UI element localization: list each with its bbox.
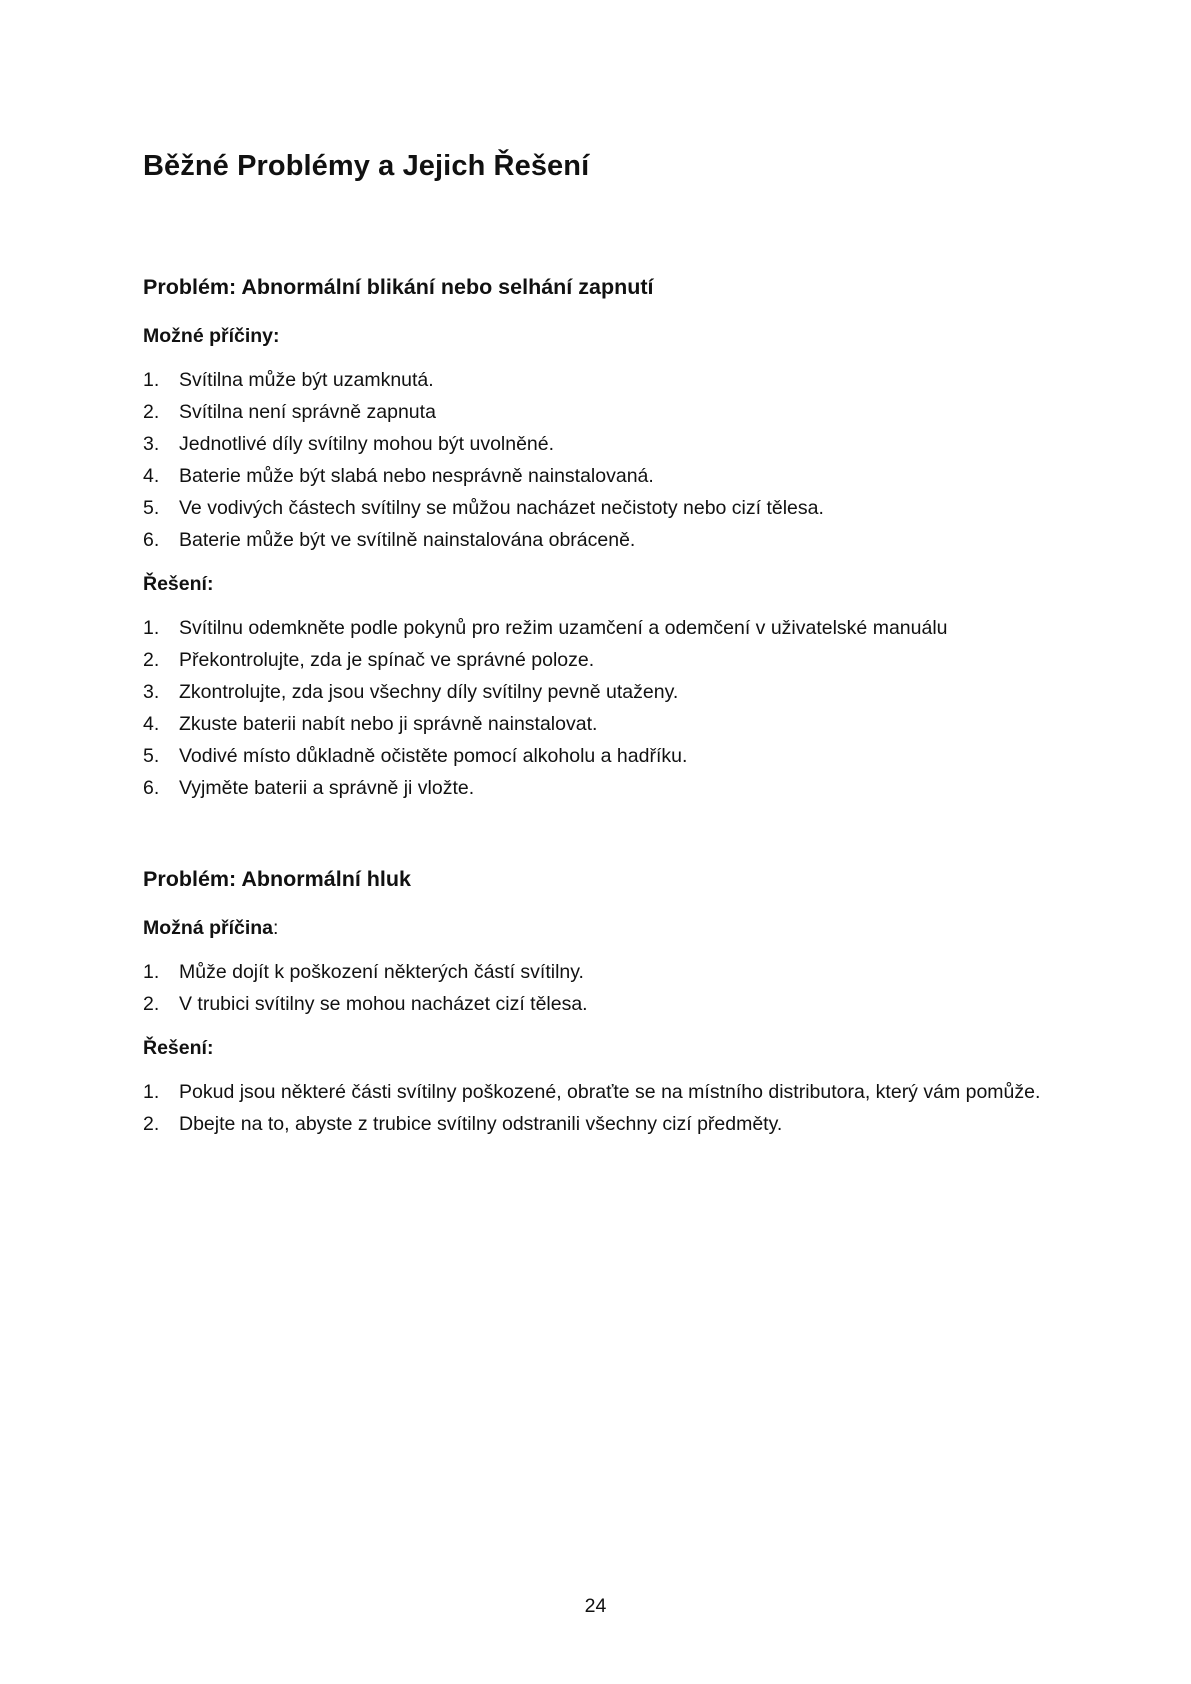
causes-heading-text: Možné příčiny: (143, 325, 280, 347)
list-item (143, 740, 1073, 772)
solutions-heading: Řešení: (143, 573, 214, 595)
list-item (143, 772, 1073, 804)
list-item-number: 2. (143, 993, 160, 1015)
list-item-text: Překontrolujte, zda je spínač ve správné poloze. (179, 649, 595, 671)
list-item-number: 4. (143, 713, 160, 735)
causes-heading-colon: : (273, 917, 279, 939)
list-item-text: Zkuste baterii nabít nebo ji správně nainstalovat. (179, 713, 598, 735)
causes-list (143, 956, 1073, 1020)
list-item (143, 396, 1073, 428)
list-item-text: Svítilna může být uzamknutá. (179, 369, 434, 391)
problem-section-flicker (143, 272, 1073, 804)
page-title: Běžné Problémy a Jejich Řešení (143, 150, 590, 182)
list-item-number: 6. (143, 529, 160, 551)
list-item (143, 956, 1073, 988)
list-item-number: 2. (143, 1113, 160, 1135)
list-item (143, 988, 1073, 1020)
problem-heading: Problém: Abnormální hluk (143, 867, 411, 891)
list-item-number: 4. (143, 465, 160, 487)
list-item-text: Baterie může být ve svítilně nainstalována obráceně. (179, 529, 636, 551)
list-item (143, 492, 1073, 524)
list-item-number: 1. (143, 369, 160, 391)
solutions-list (143, 612, 1073, 804)
list-item-text: Svítilna není správně zapnuta (179, 401, 436, 423)
list-item-text: Vyjměte baterii a správně ji vložte. (179, 777, 475, 799)
list-item (143, 428, 1073, 460)
list-item-number: 5. (143, 745, 160, 767)
list-item-text: V trubici svítilny se mohou nacházet cizí tělesa. (179, 993, 588, 1015)
solutions-list (143, 1076, 1073, 1140)
causes-list (143, 364, 1073, 556)
list-item (143, 676, 1073, 708)
list-item (143, 644, 1073, 676)
list-item-number: 6. (143, 777, 160, 799)
list-item-text: Svítilnu odemkněte podle pokynů pro režim uzamčení a odemčení v uživatelské manuálu (179, 617, 948, 639)
list-item-number: 2. (143, 401, 160, 423)
list-item-text: Může dojít k poškození některých částí svítilny. (179, 961, 584, 983)
solutions-heading: Řešení: (143, 1037, 214, 1059)
list-item-text: Vodivé místo důkladně očistěte pomocí alkoholu a hadříku. (179, 745, 688, 767)
list-item-text: Zkontrolujte, zda jsou všechny díly svítilny pevně utaženy. (179, 681, 679, 703)
list-item-number: 1. (143, 961, 160, 983)
list-item (143, 708, 1073, 740)
list-item-text: Baterie může být slabá nebo nesprávně nainstalovaná. (179, 465, 654, 487)
page-content (143, 146, 1073, 1140)
causes-heading-text: Možná příčina (143, 917, 274, 939)
causes-heading (143, 322, 1073, 350)
list-item-number: 1. (143, 1081, 160, 1103)
list-item (143, 364, 1073, 396)
problem-heading: Problém: Abnormální blikání nebo selhání zapnutí (143, 275, 654, 299)
causes-heading (143, 914, 1073, 942)
list-item-number: 5. (143, 497, 160, 519)
list-item-number: 3. (143, 681, 160, 703)
page-number: 24 (584, 1595, 607, 1617)
list-item (143, 1076, 1073, 1108)
list-item (143, 524, 1073, 556)
list-item (143, 460, 1073, 492)
list-item-text: Pokud jsou některé části svítilny poškozené, obraťte se na místního distributora, který vám pomůže. (179, 1081, 1041, 1103)
list-item-text: Ve vodivých částech svítilny se můžou nacházet nečistoty nebo cizí tělesa. (179, 497, 824, 519)
list-item-number: 2. (143, 649, 160, 671)
list-item (143, 1108, 1073, 1140)
list-item-text: Jednotlivé díly svítilny mohou být uvolněné. (179, 433, 555, 455)
list-item-text: Dbejte na to, abyste z trubice svítilny odstranili všechny cizí předměty. (179, 1113, 783, 1135)
list-item-number: 3. (143, 433, 160, 455)
list-item-number: 1. (143, 617, 160, 639)
list-item (143, 612, 1073, 644)
problem-section-noise (143, 864, 1073, 1140)
